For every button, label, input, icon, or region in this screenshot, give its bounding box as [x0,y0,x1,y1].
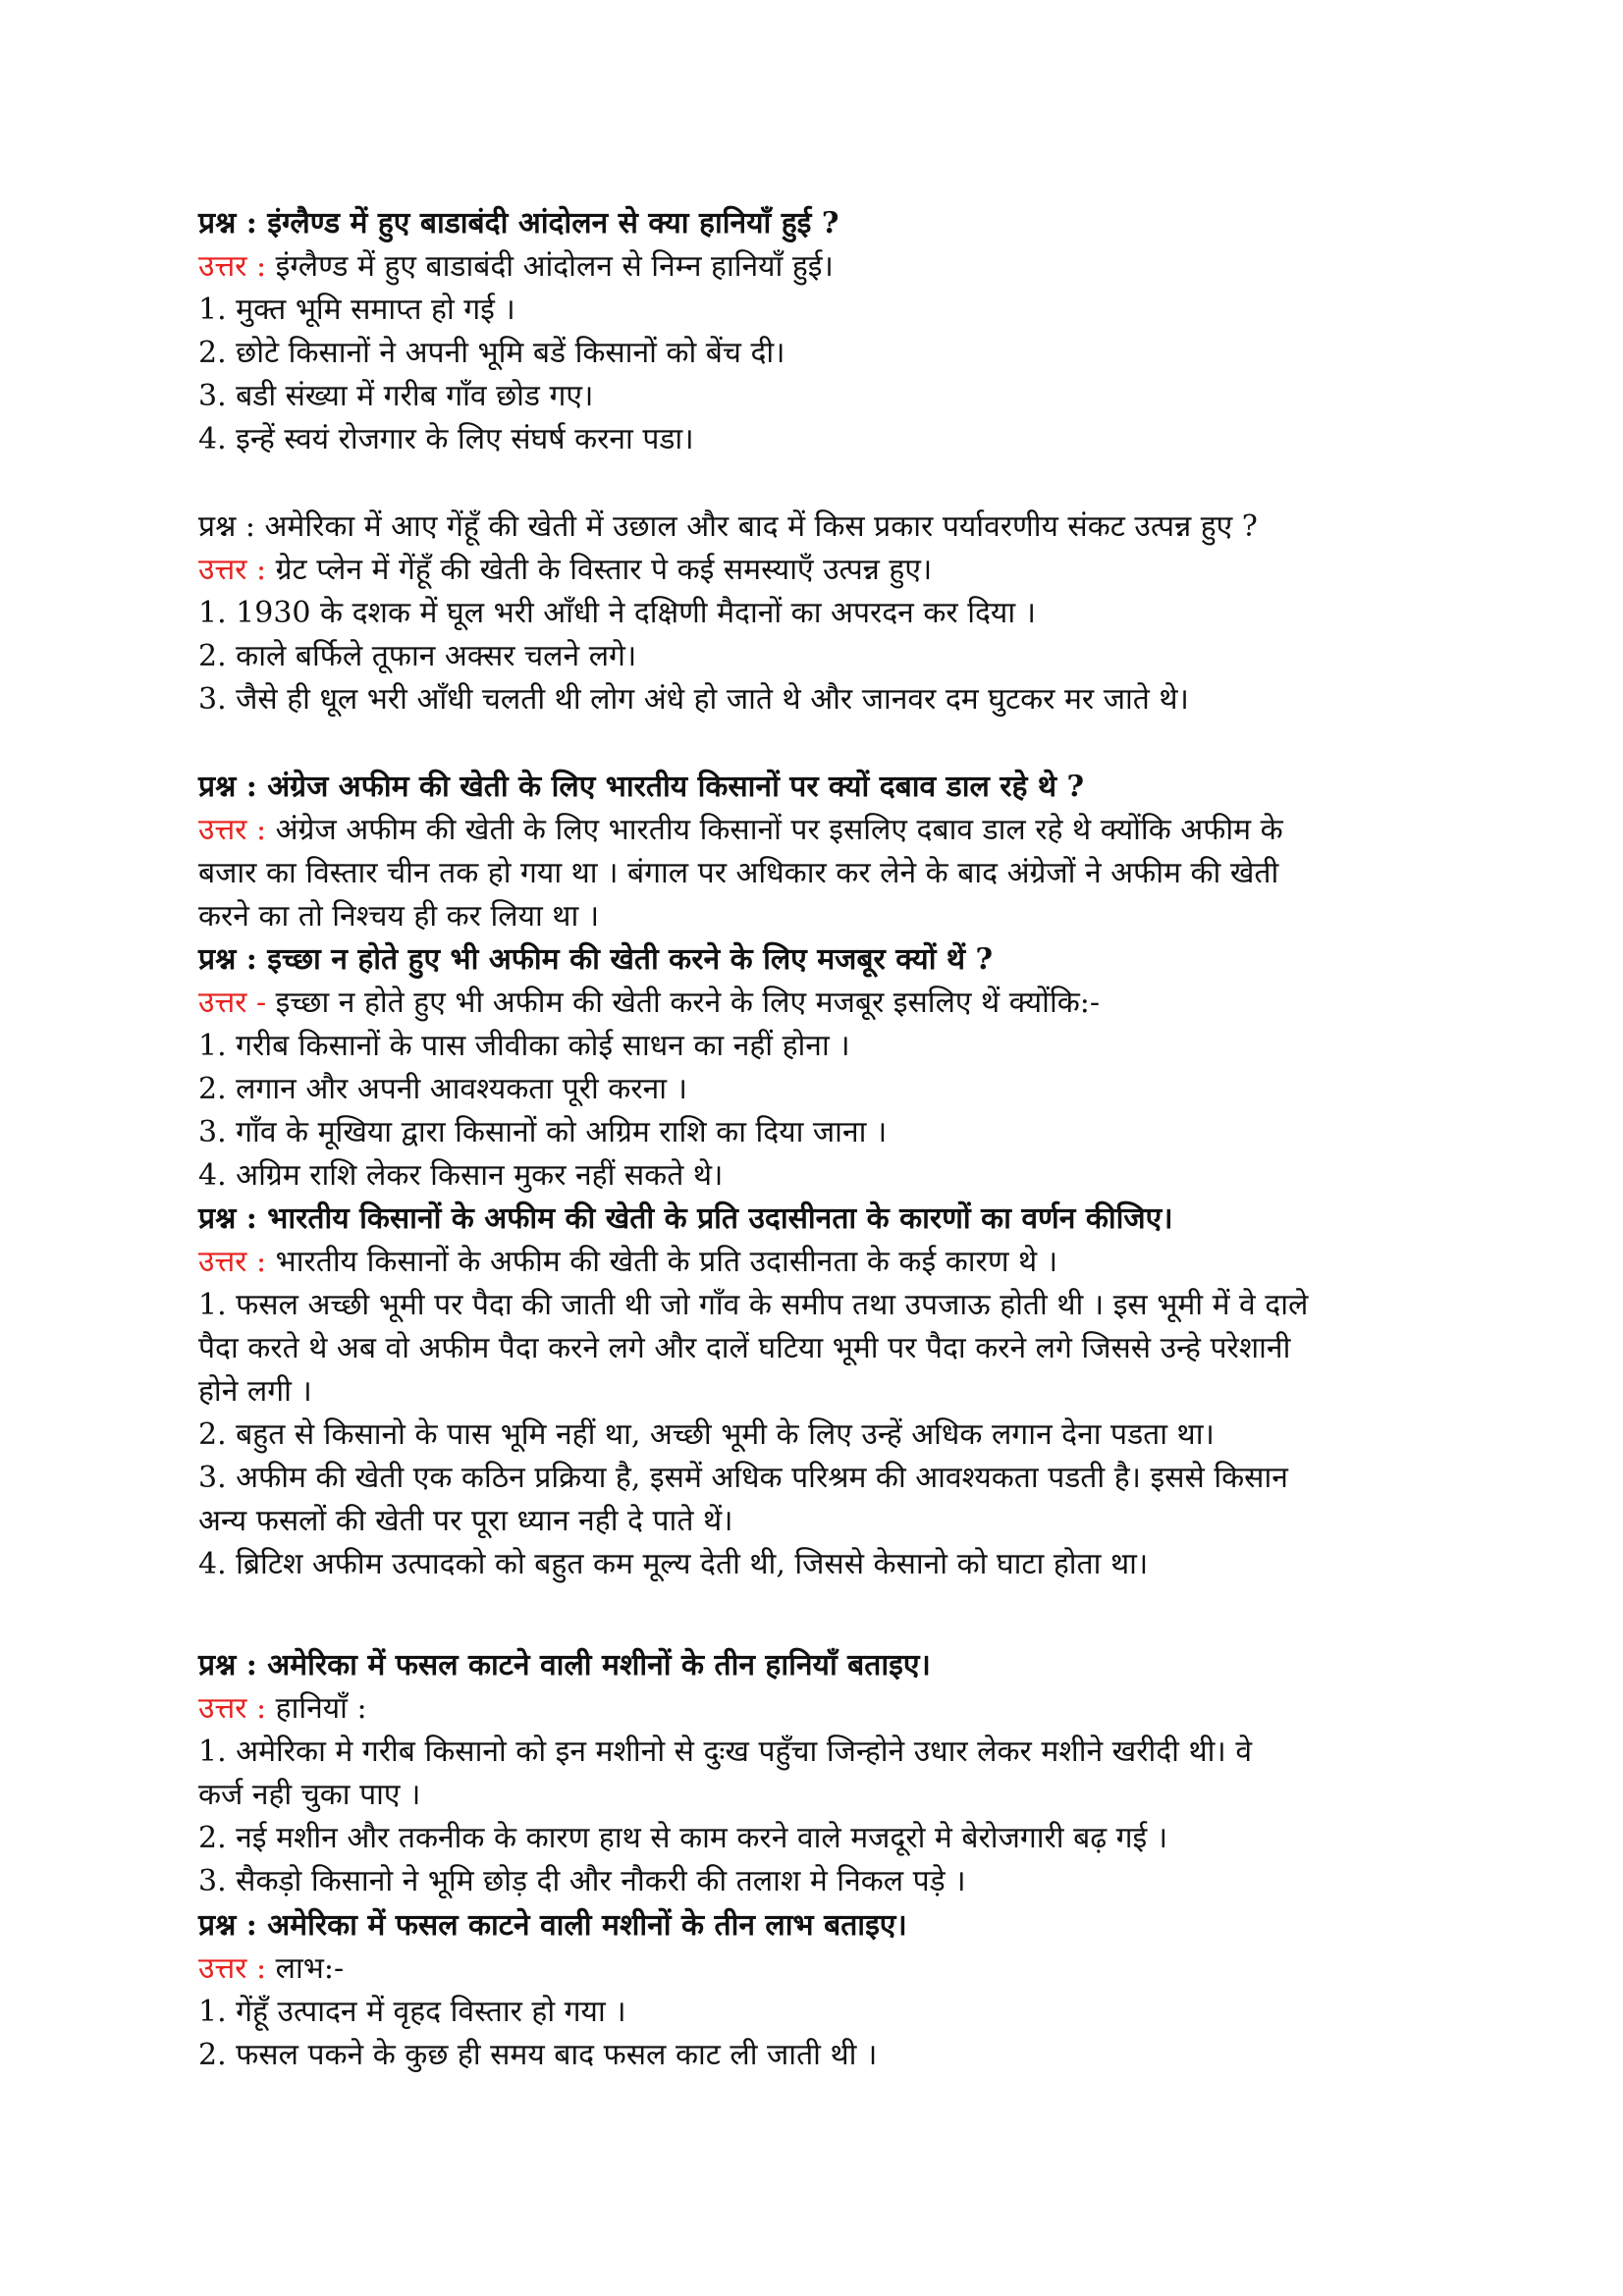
answer-line: 1. 1930 के दशक में घूल भरी आँधी ने दक्षिणी मैदानों का अपरदन कर दिया । [198,596,1036,630]
question-heading: प्रश्न : अमेरिका में फसल काटने वाली मशीनों के तीन हानियाँ बताइए। [198,1648,931,1682]
qa-section-5 [198,1198,1475,1586]
qa-section-4 [198,938,1475,1198]
answer-text: भारतीय किसानों के अफीम की खेती के प्रति उदासीनता के कई कारण थे । [275,1245,1058,1279]
answer-line: 1. गरीब किसानों के पास जीवीका कोई साधन का नहीं होना । [198,1029,850,1063]
answer-line: 2. नई मशीन और तकनीक के कारण हाथ से काम करने वाले मजदूरो मे बेरोजगारी बढ़ गई । [198,1821,1168,1855]
question-heading: प्रश्न : अमेरिका में आए गेंहूँ की खेती में उछाल और बाद में किस प्रकार पर्यावरणीय संकट उत्पन्न हुए ? [198,509,1258,544]
answer-line: 1. गेंहूँ उत्पादन में वृहद विस्तार हो गया । [198,1995,626,2029]
answer-label: उत्तर : [198,553,267,587]
answer-label: उत्तर : [198,1245,267,1279]
answer-line: 2. छोटे किसानों ने अपनी भूमि बडें किसानों को बेंच दी। [198,336,785,370]
answer-text: इच्छा न होते हुए भी अफीम की खेती करने के लिए मजबूर इसलिए थें क्योंकि:- [275,986,1101,1020]
answer-text: अंग्रेज अफीम की खेती के लिए भारतीय किसानों पर इसलिए दबाव डाल रहे थे क्योंकि अफीम के [275,813,1283,847]
question-heading: प्रश्न : इच्छा न होते हुए भी अफीम की खेती करने के लिए मजबूर क्यों थें ? [198,942,994,977]
qa-section-6 [198,1644,1475,1903]
answer-line: 1. फसल अच्छी भूमी पर पैदा की जाती थी जो गाँव के समीप तथा उपजाऊ होती थी । इस भूमी में वे दाले [198,1288,1309,1322]
answer-text: ग्रेट प्लेन में गेंहूँ की खेती के विस्तार पे कई समस्याएँ उत्पन्न हुए। [275,553,933,587]
answer-label: उत्तर - [198,986,267,1020]
qa-section-1 [198,202,1475,461]
answer-line: 3. सैकड़ो किसानो ने भूमि छोड़ दी और नौकरी की तलाश मे निकल पड़े । [198,1864,966,1898]
answer-label: उत्तर : [198,813,267,847]
answer-line: 3. जैसे ही धूल भरी आँधी चलती थी लोग अंधे हो जाते थे और जानवर दम घुटकर मर जाते थे। [198,682,1189,717]
answer-line: 4. इन्हें स्वयं रोजगार के लिए संघर्ष करना पडा। [198,422,694,456]
answer-first-line [198,245,1475,289]
qa-section-2 [198,506,1475,721]
answer-line: 2. लगान और अपनी आवश्यकता पूरी करना । [198,1072,687,1106]
answer-line: कर्ज नही चुका पाए । [198,1778,421,1812]
answer-line: 4. अग्रिम राशि लेकर किसान मुकर नहीं सकते थे। [198,1158,724,1193]
answer-line: 3. गाँव के मूखिया द्वारा किसानों को अग्रिम राशि का दिया जाना । [198,1115,888,1149]
question-heading: प्रश्न : अमेरिका में फसल काटने वाली मशीनों के तीन लाभ बताइए। [198,1908,907,1943]
qa-section-7 [198,1904,1475,2077]
answer-label: उत्तर : [198,249,267,284]
answer-text: हानियाँ : [275,1691,367,1726]
answer-line: अन्य फसलों की खेती पर पूरा ध्यान नही दे पाते थें। [198,1504,733,1538]
answer-line: 2. बहुत से किसानो के पास भूमि नहीं था, अच्छी भूमी के लिए उन्हें अधिक लगान देना पडता था। [198,1417,1215,1452]
answer-line: 1. मुक्त भूमि समाप्त हो गई । [198,293,515,327]
answer-first-line [198,1948,1475,1991]
answer-line: 2. काले बर्फिले तूफान अक्सर चलने लगे। [198,639,637,673]
answer-first-line [198,982,1475,1025]
answer-line: 3. बडी संख्या में गरीब गाँव छोड गए। [198,379,594,413]
question-heading: प्रश्न : इंग्लैण्ड में हुए बाडाबंदी आंदोलन से क्या हानियाँ हुई ? [198,206,839,240]
answer-line: होने लगी । [198,1374,312,1409]
qa-section-3 [198,766,1475,938]
question-heading: प्रश्न : अंग्रेज अफीम की खेती के लिए भारतीय किसानों पर क्यों दबाव डाल रहे थे ? [198,770,1085,804]
answer-label: उत्तर : [198,1691,267,1726]
answer-text: लाभ:- [275,1951,345,1986]
answer-text: इंग्लैण्ड में हुए बाडाबंदी आंदोलन से निम्न हानियाँ हुई। [275,249,834,284]
answer-first-line [198,1241,1475,1284]
answer-line: पैदा करते थे अब वो अफीम पैदा करने लगे और दालें घटिया भूमी पर पैदा करने लगे जिससे उन्हे परेशानी [198,1331,1291,1365]
answer-first-line [198,809,1475,852]
answer-line: बजार का विस्तार चीन तक हो गया था । बंगाल पर अधिकार कर लेने के बाद अंग्रेजों ने अफीम की खेती [198,856,1279,890]
answer-line: 2. फसल पकने के कुछ ही समय बाद फसल काट ली जाती थी । [198,2038,878,2072]
answer-line: करने का तो निश्चय ही कर लिया था । [198,899,600,934]
answer-label: उत्तर : [198,1951,267,1986]
answer-line: 1. अमेरिका मे गरीब किसानो को इन मशीनो से दुःख पहुँचा जिन्होने उधार लेकर मशीने खरीदी थी। वे [198,1735,1253,1769]
answer-line: 3. अफीम की खेती एक कठिन प्रक्रिया है, इसमें अधिक परिश्रम की आवश्यकता पडती है। इससे किसान [198,1461,1288,1495]
question-heading: प्रश्न : भारतीय किसानों के अफीम की खेती के प्रति उदासीनता के कारणों का वर्णन कीजिए। [198,1201,1173,1236]
answer-line: 4. ब्रिटिश अफीम उत्पादको को बहुत कम मूल्य देती थी, जिससे केसानो को घाटा होता था। [198,1547,1149,1581]
answer-first-line [198,549,1475,592]
answer-first-line [198,1687,1475,1731]
